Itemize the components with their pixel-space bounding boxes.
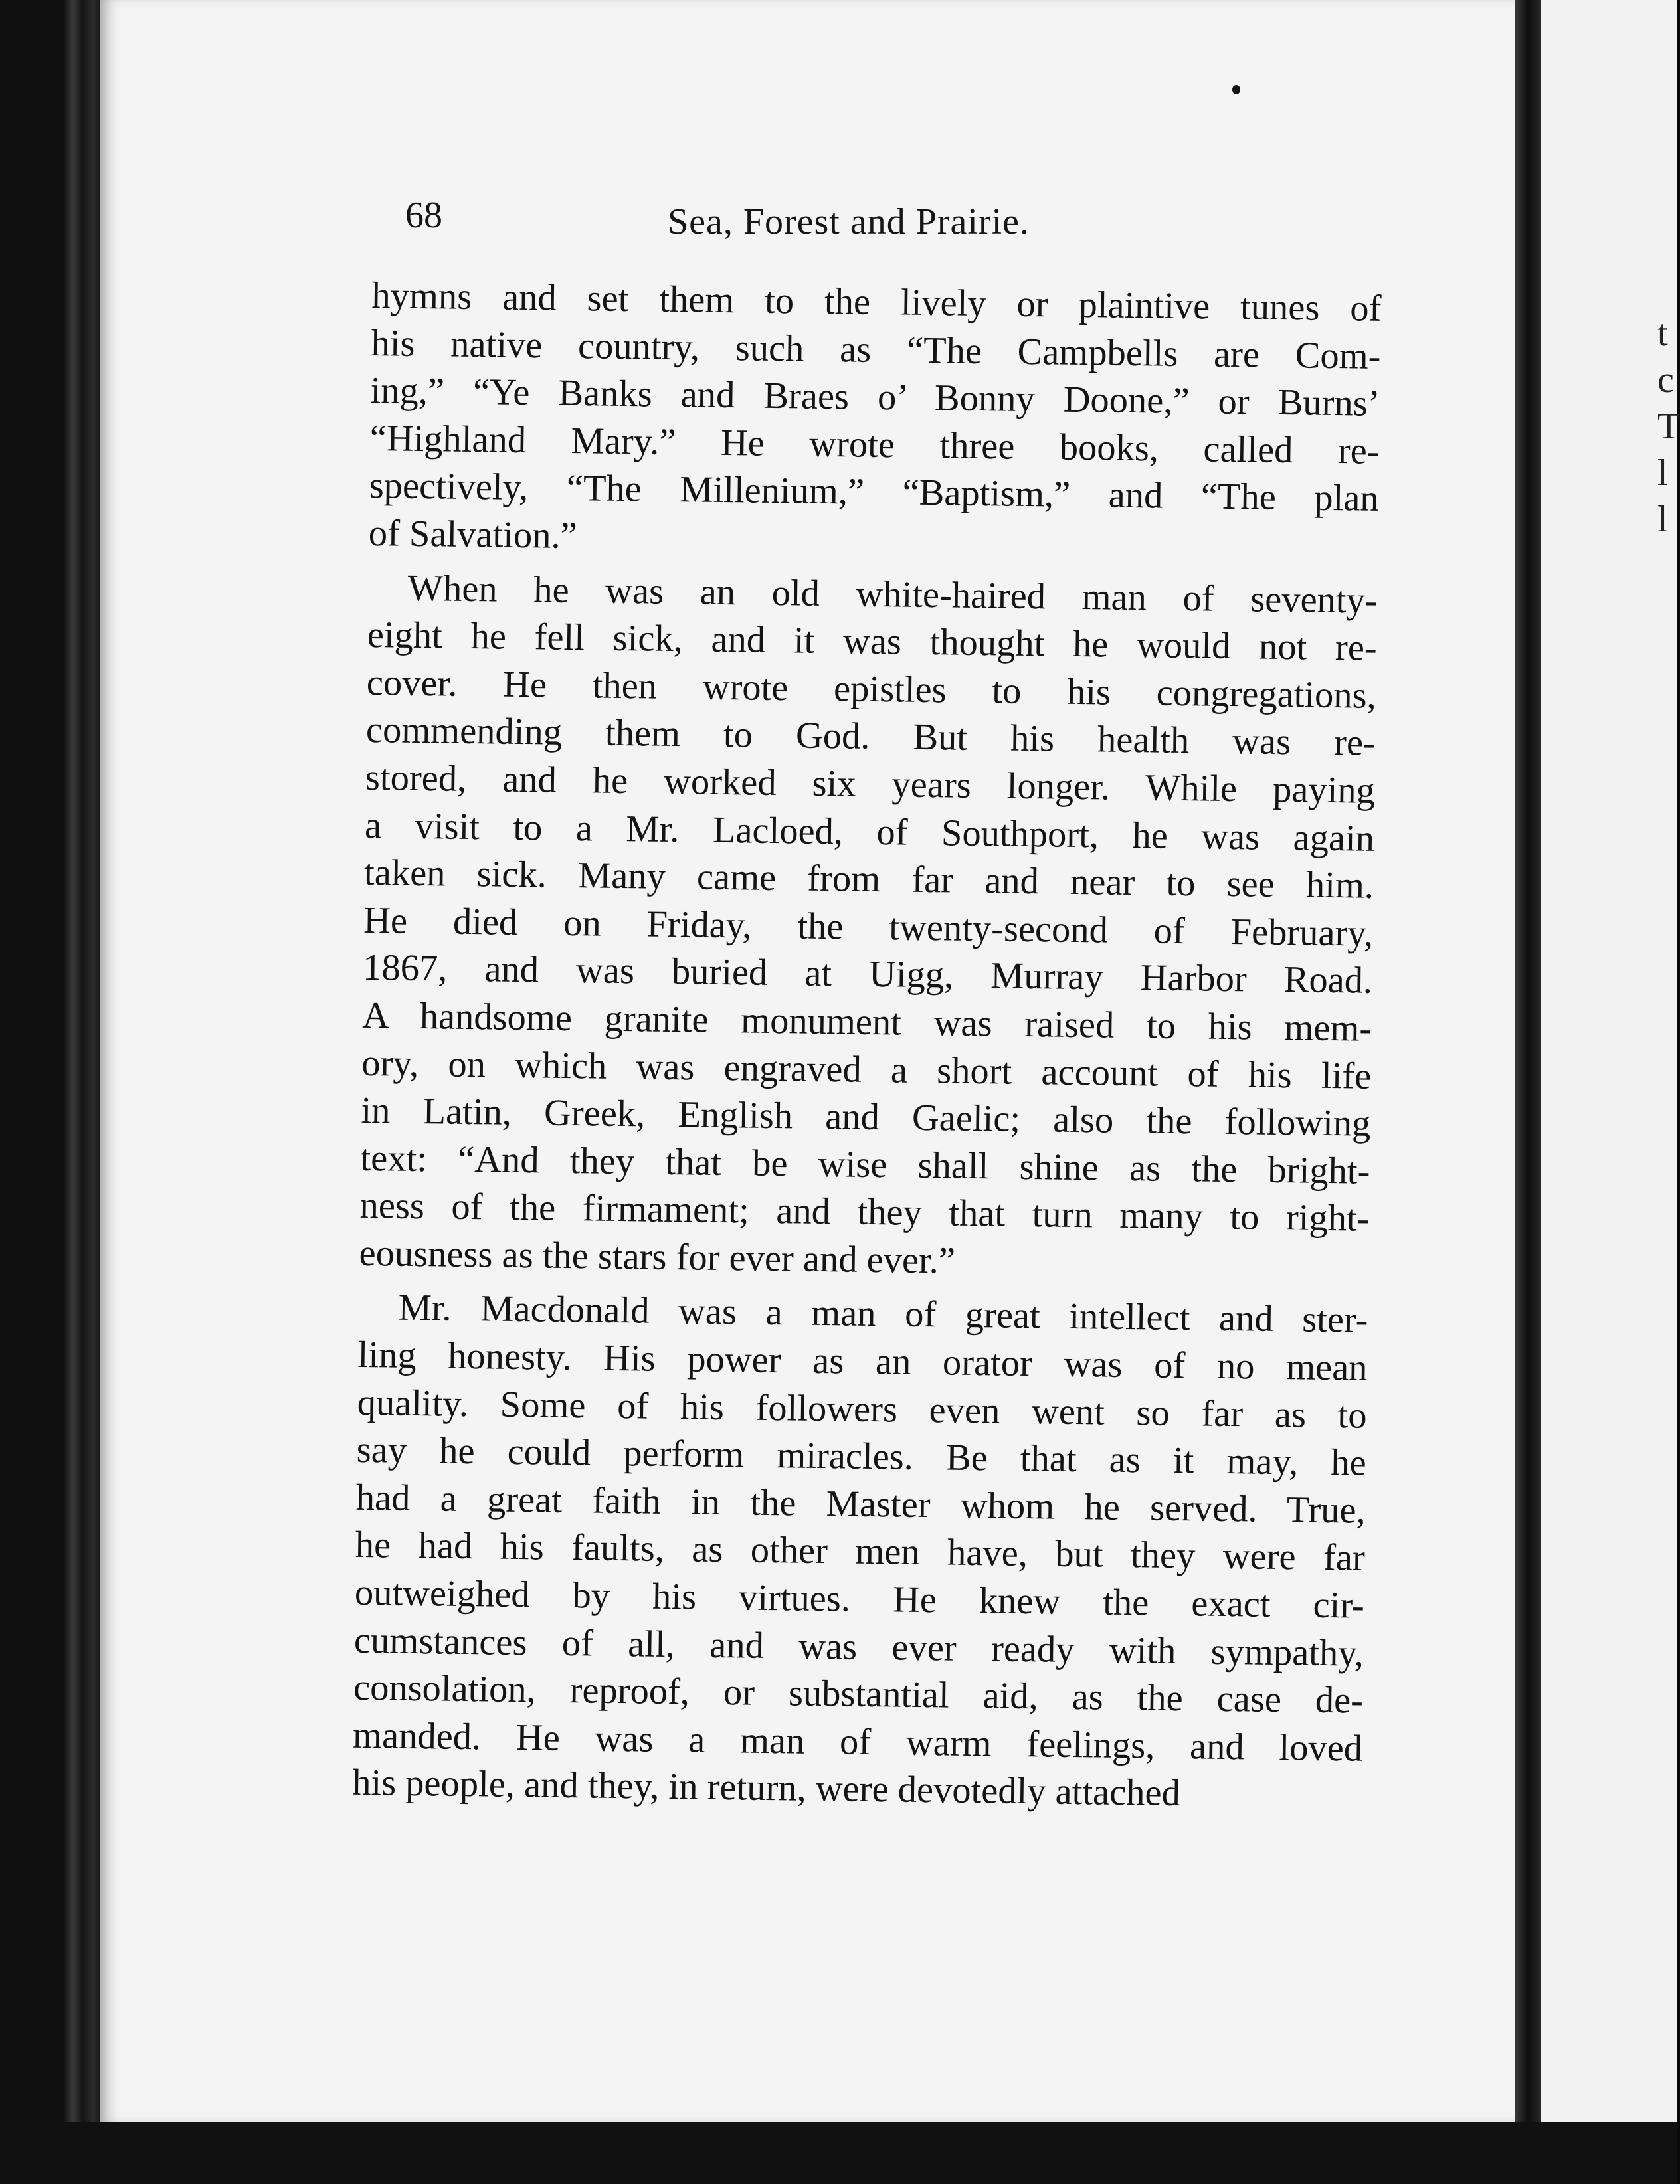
next-page-letter: c (1657, 359, 1674, 401)
body-text (352, 272, 1382, 1827)
text-line: When he was an old white-haired man of seventy- (407, 567, 1378, 622)
text-line: consolation, reproof, or substantial aid, as the case de- (353, 1667, 1364, 1722)
page-gutter (1515, 0, 1541, 2122)
running-head (405, 187, 1119, 247)
text-line: manded. He was a man of warm feelings, and loved (352, 1714, 1363, 1770)
paragraph (368, 272, 1381, 571)
scan-bottom-band (0, 2122, 1677, 2184)
text-line: cumstances of all, and was ever ready with sympathy, (353, 1619, 1364, 1675)
text-line: taken sick. Many came from far and near to see him. (363, 852, 1374, 907)
text-line: quality. Some of his followers even went so far as to (357, 1382, 1368, 1437)
paragraph (359, 565, 1378, 1291)
text-line: spectively, “The Millenium,” “Baptism,” and “The plan (369, 465, 1380, 520)
text-line: stored, and he worked six years longer. While paying (365, 757, 1376, 812)
text-line: in Latin, Greek, English and Gaelic; also the following (361, 1089, 1371, 1144)
next-page-letter: t (1657, 313, 1668, 354)
ink-spot (1232, 85, 1240, 94)
text-line: a visit to a Mr. Lacloed, of Southport, he was again (364, 804, 1375, 860)
text-line: he had his faults, as other men have, but they were far (355, 1524, 1366, 1580)
text-line: his people, and they, in return, were devotedly attached (351, 1762, 1181, 1815)
book-binding-edge (0, 0, 100, 2184)
text-line: outweighed by his virtues. He knew the exact cir- (354, 1572, 1365, 1627)
text-line: He died on Friday, the twenty-second of February, (363, 899, 1374, 955)
text-line: ory, on which was engraved a short account of his life (361, 1042, 1372, 1097)
next-page-letter: l (1657, 452, 1668, 494)
text-line: cover. He then wrote epistles to his congregations, (366, 662, 1377, 717)
text-line: commending them to God. But his health was re- (365, 709, 1376, 765)
text-line: ling honesty. His power as an orator was of no mean (357, 1334, 1368, 1389)
text-line: hymns and set them to the lively or plaintive tunes of (371, 274, 1382, 329)
next-page-letter: l (1657, 499, 1668, 540)
text-line: 1867, and was buried at Uigg, Murray Harbor Road. (362, 947, 1373, 1002)
text-line: eousness as the stars for ever and ever.” (359, 1232, 956, 1282)
text-line: ing,” “Ye Banks and Braes o’ Bonny Doone,” or Burns’ (370, 370, 1380, 425)
text-line: of Salvation.” (368, 512, 578, 557)
next-page-letter: T (1657, 406, 1680, 447)
text-line: eight he fell sick, and it was thought he would not re- (367, 614, 1378, 670)
text-line: his native country, such as “The Campbells are Com- (371, 322, 1381, 377)
next-page-edge (1541, 0, 1677, 2122)
running-title: Sea, Forest and Prairie. (668, 201, 1030, 242)
paragraph (352, 1284, 1368, 1820)
text-line: ness of the firmament; and they that turn many to right- (359, 1185, 1370, 1240)
text-line: text: “And they that be wise shall shine as the bright- (360, 1137, 1370, 1192)
page-number: 68 (405, 195, 442, 236)
text-line: had a great faith in the Master whom he served. True, (355, 1477, 1366, 1532)
text-line: “Highland Mary.” He wrote three books, called re- (369, 417, 1380, 472)
text-line: Mr. Macdonald was a man of great intellect and ster- (398, 1287, 1368, 1342)
text-line: A handsome granite monument was raised to his mem- (361, 994, 1372, 1049)
text-line: say he could perform miracles. Be that as it may, he (356, 1429, 1367, 1484)
